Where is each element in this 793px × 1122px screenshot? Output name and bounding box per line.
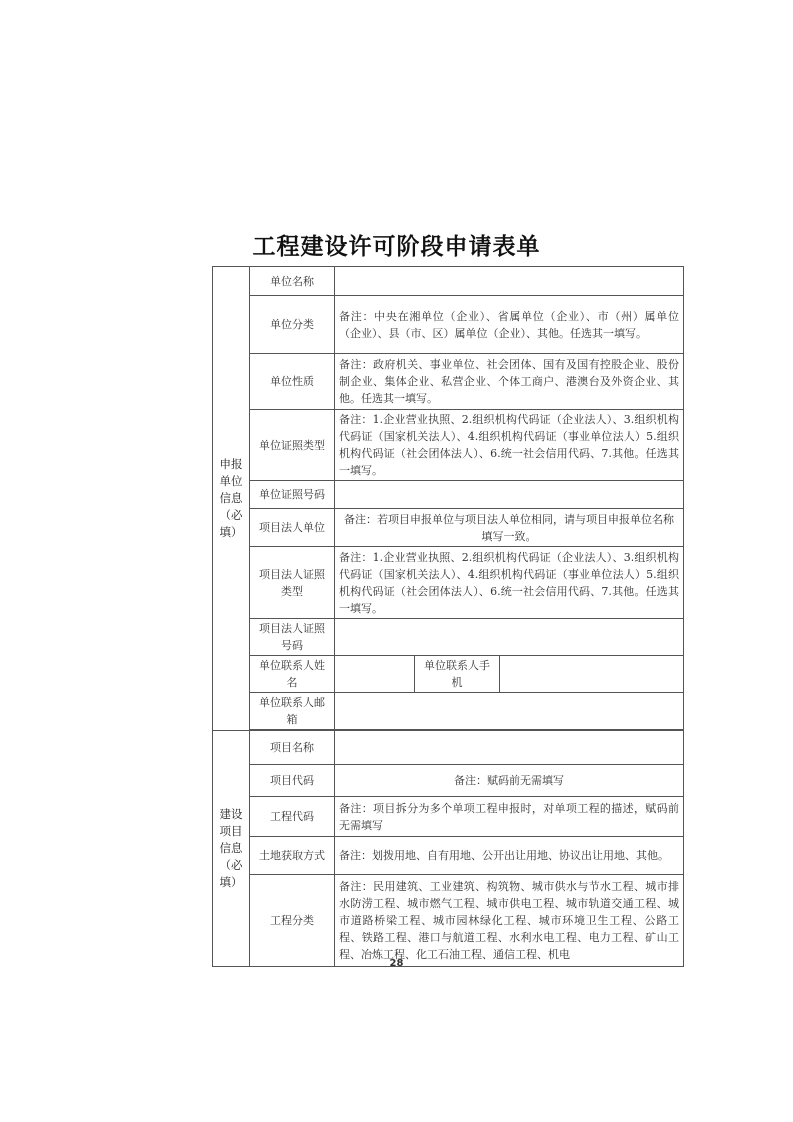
- field-contact-email[interactable]: [335, 693, 684, 730]
- label-unit-license-no: 单位证照号码: [250, 481, 335, 509]
- field-project-name[interactable]: [335, 731, 684, 765]
- label-project-code: 项目代码: [250, 765, 335, 797]
- row-project-name: [213, 731, 684, 765]
- field-engineering-category[interactable]: 备注：民用建筑、工业建筑、构筑物、城市供水与节水工程、城市排水防涝工程、城市燃气工程、城市供电工程、城市轨道交通工程、城市道路桥梁工程、城市园林绿化工程、城市环境卫生工程、公路工程、铁路工程、港口与航道工程、水利水电工程、电力工程、矿山工程、冶炼工程、化工石油工程、通信工程、机电: [335, 875, 684, 967]
- field-project-legal-unit[interactable]: 备注：若项目申报单位与项目法人单位相同，请与项目申报单位名称填写一致。: [335, 509, 684, 547]
- field-land-acquisition[interactable]: 备注：划拨用地、自有用地、公开出让用地、协议出让用地、其他。: [335, 837, 684, 875]
- row-project-code: [213, 765, 684, 797]
- field-contact-phone[interactable]: [500, 656, 684, 693]
- page-title: 工程建设许可阶段申请表单: [252, 234, 541, 260]
- row-engineering-code: [213, 797, 684, 837]
- field-project-code[interactable]: 备注：赋码前无需填写: [335, 765, 684, 797]
- label-unit-category: 单位分类: [250, 296, 335, 354]
- label-contact-name: 单位联系人姓名: [250, 656, 335, 693]
- row-contact-email: [213, 693, 684, 730]
- label-unit-name: 单位名称: [250, 267, 335, 296]
- field-unit-nature[interactable]: 备注：政府机关、事业单位、社会团体、国有及国有控股企业、股份制企业、集体企业、私营企业、个体工商户、港澳台及外资企业、其他。任选其一填写。: [335, 354, 684, 410]
- field-unit-category[interactable]: 备注：中央在湘单位（企业）、省属单位（企业）、市（州）属单位（企业）、县（市、区）属单位（企业）、其他。任选其一填写。: [335, 296, 684, 354]
- page-number: 28: [389, 958, 404, 969]
- field-legal-license-type[interactable]: 备注：1.企业营业执照、2.组织机构代码证（企业法人）、3.组织机构代码证（国家机关法人）、4.组织机构代码证（事业单位法人）5.组织机构代码证（社会团体法人）、6.统一社会信用代码、7.其他。任选其一填写。: [335, 547, 684, 619]
- label-unit-nature: 单位性质: [250, 354, 335, 410]
- field-unit-name[interactable]: [335, 267, 684, 296]
- row-unit-license-no: [213, 481, 684, 509]
- field-engineering-code[interactable]: 备注：项目拆分为多个单项工程申报时，对单项工程的描述，赋码前无需填写: [335, 797, 684, 837]
- field-unit-license-no[interactable]: [335, 481, 684, 509]
- row-contact: [213, 656, 684, 693]
- application-form-table: [212, 266, 684, 967]
- row-legal-license-no: [213, 619, 684, 656]
- field-contact-name[interactable]: [335, 656, 415, 693]
- row-unit-nature: [213, 354, 684, 410]
- label-land-acquisition: 土地获取方式: [250, 837, 335, 875]
- row-engineering-category: [213, 875, 684, 967]
- label-engineering-code: 工程代码: [250, 797, 335, 837]
- section-applicant-heading: 申报单位信息（必填）: [213, 267, 250, 731]
- label-legal-license-no: 项目法人证照号码: [250, 619, 335, 656]
- field-unit-license-type[interactable]: 备注：1.企业营业执照、2.组织机构代码证（企业法人）、3.组织机构代码证（国家机关法人）、4.组织机构代码证（事业单位法人）5.组织机构代码证（社会团体法人）、6.统一社会信用代码、7.其他。任选其一填写。: [335, 410, 684, 481]
- label-legal-license-type: 项目法人证照类型: [250, 547, 335, 619]
- label-unit-license-type: 单位证照类型: [250, 410, 335, 481]
- row-unit-license-type: [213, 410, 684, 481]
- row-unit-category: [213, 296, 684, 354]
- label-contact-phone: 单位联系人手机: [415, 656, 500, 693]
- section-project-heading: 建设项目信息（必填）: [213, 731, 250, 967]
- label-contact-email: 单位联系人邮箱: [250, 693, 335, 730]
- label-project-legal-unit: 项目法人单位: [250, 509, 335, 547]
- label-project-name: 项目名称: [250, 731, 335, 765]
- field-legal-license-no[interactable]: [335, 619, 684, 656]
- label-engineering-category: 工程分类: [250, 875, 335, 967]
- row-land-acquisition: [213, 837, 684, 875]
- row-unit-name: [213, 267, 684, 296]
- row-legal-license-type: [213, 547, 684, 619]
- row-project-legal-unit: [213, 509, 684, 547]
